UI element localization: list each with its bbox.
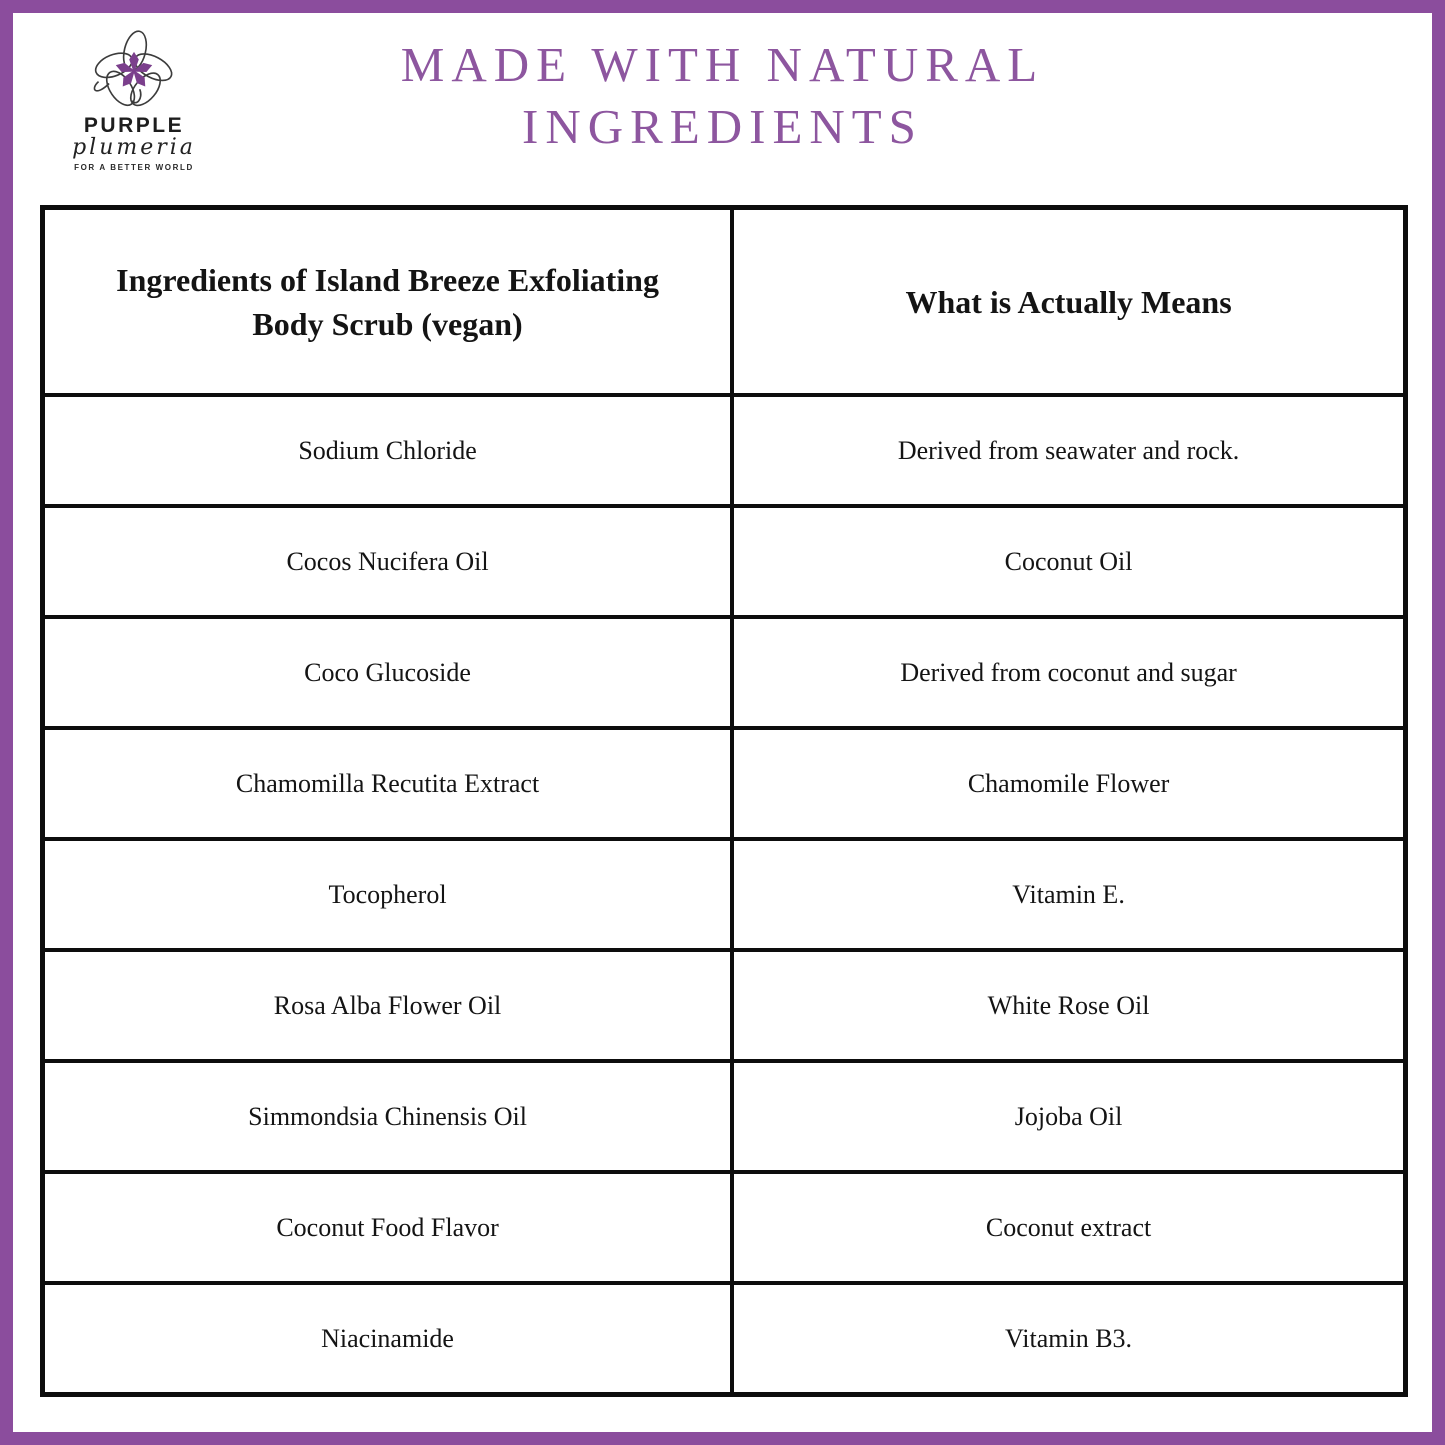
page-title [0, 34, 1445, 158]
meaning-cell: Chamomile Flower [734, 730, 1403, 837]
page-title-line2: INGREDIENTS [522, 99, 923, 154]
ingredient-cell: Sodium Chloride [45, 397, 730, 504]
page-title-line1: MADE WITH NATURAL [400, 37, 1045, 92]
ingredients-table [40, 205, 1408, 1397]
meaning-cell: White Rose Oil [734, 952, 1403, 1059]
ingredient-cell: Niacinamide [45, 1285, 730, 1392]
meaning-cell: Vitamin B3. [734, 1285, 1403, 1392]
meaning-cell: Derived from coconut and sugar [734, 619, 1403, 726]
brand-name: PURPLE [83, 114, 185, 137]
meaning-cell: Vitamin E. [734, 841, 1403, 948]
ingredient-cell: Coco Glucoside [45, 619, 730, 726]
brand-name-script: plumeria [72, 135, 196, 160]
brand-tagline: FOR A BETTER WORLD [74, 163, 194, 172]
ingredient-cell: Simmondsia Chinensis Oil [45, 1063, 730, 1170]
ingredient-cell: Rosa Alba Flower Oil [45, 952, 730, 1059]
table-header-ingredients [45, 210, 730, 393]
ingredient-cell: Cocos Nucifera Oil [45, 508, 730, 615]
ingredient-cell: Chamomilla Recutita Extract [45, 730, 730, 837]
ingredient-cell: Coconut Food Flavor [45, 1174, 730, 1281]
meaning-cell: Derived from seawater and rock. [734, 397, 1403, 504]
table-header-meaning [734, 210, 1403, 393]
meaning-cell: Coconut extract [734, 1174, 1403, 1281]
meaning-cell: Coconut Oil [734, 508, 1403, 615]
ingredient-cell: Tocopherol [45, 841, 730, 948]
meaning-cell: Jojoba Oil [734, 1063, 1403, 1170]
table-header-ingredients-label: Ingredients of Island Breeze Exfoliating Body Scrub (vegan) [116, 261, 659, 342]
table-header-meaning-label: What is Actually Means [905, 283, 1232, 320]
